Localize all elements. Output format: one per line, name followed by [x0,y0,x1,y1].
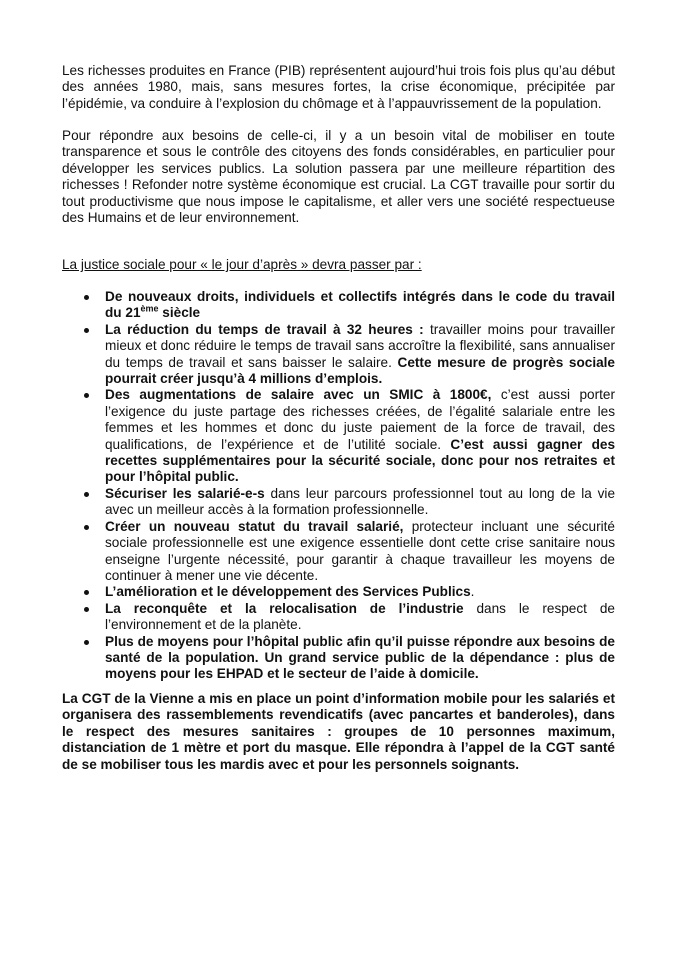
section-heading: La justice sociale pour « le jour d’après » devra passer par : [62,257,422,272]
demands-list [62,289,615,683]
list-item: Créer un nouveau statut du travail salarié, protecteur incluant une sécurité sociale professionnelle est une exigence essentielle dont cette crise sanitaire nous enseigne l’urgente nécessité, pour garantir à chaque travailleur les moyens de continuer à mener une vie décente. [62,519,615,585]
context-paragraph: Pour répondre aux besoins de celle-ci, il y a un besoin vital de mobiliser en toute transparence et sous le contrôle des citoyens des fonds considérables, en particulier pour développer les services publics. La solution passera par une meilleure répartition des richesses ! Refonder notre système économique est crucial. La CGT travaille pour sortir du tout productivisme que nous impose le capitalisme, et aller vers une société respectueuse des Humains et de leur environnement. [62,128,615,226]
intro-paragraph: Les richesses produites en France (PIB) représentent aujourd’hui trois fois plus qu’au début des années 1980, mais, sans mesures fortes, la crise économique, précipitée par l’épidémie, va conduire à l’explosion du chômage et à l’appauvrissement de la population. [62,63,615,111]
bullet-icon [84,295,89,300]
bullet-icon [84,640,89,645]
list-item: Plus de moyens pour l’hôpital public afin qu’il puisse répondre aux besoins de santé de la population. Un grand service public de la dépendance : plus de moyens pour les EHPAD et le secteur de l’aide à domicile. [62,634,615,683]
list-item: Sécuriser les salarié-e-s dans leur parcours professionnel tout au long de la vie avec un meilleur accès à la formation professionnelle. [62,486,615,519]
bullet-icon [84,492,89,497]
bullet-icon [84,393,89,398]
list-item: La réduction du temps de travail à 32 heures : travailler moins pour travailler mieux et donc réduire le temps de travail sans accroître la flexibilité, sans annualiser du temps de travail et sans baisser le salaire. Cette mesure de progrès sociale pourrait créer jusqu’à 4 millions d’emplois. [62,322,615,388]
closing-paragraph: La CGT de la Vienne a mis en place un point d’information mobile pour les salariés et organisera des rassemblements revendicatifs (avec pancartes et banderoles), dans le respect des mesures sanitaires : groupes de 10 personnes maximum, distanciation de 1 mètre et port du masque. Elle répondra à l’appel de la CGT santé de se mobiliser tous les mardis avec et pour les personnels soignants. [62,691,615,772]
list-item: L’amélioration et le développement des Services Publics. [62,584,615,600]
bullet-icon [84,590,89,595]
list-item: Des augmentations de salaire avec un SMIC à 1800€, c’est aussi porter l’exigence du juste partage des richesses créées, de l’égalité salariale entre les femmes et les hommes et donc du juste paiement de la force de travail, des qualifications, de l’expérience et de l’utilité sociale. C’est aussi gagner des recettes supplémentaires pour la sécurité sociale, donc pour nos retraites et pour l’hôpital public. [62,387,615,485]
list-item: De nouveaux droits, individuels et collectifs intégrés dans le code du travail du 21ème siècle [62,289,615,322]
list-item: La reconquête et la relocalisation de l’industrie dans le respect de l’environnement et de la planète. [62,601,615,634]
bullet-icon [84,607,89,612]
bullet-icon [84,525,89,530]
bullet-icon [84,328,89,333]
